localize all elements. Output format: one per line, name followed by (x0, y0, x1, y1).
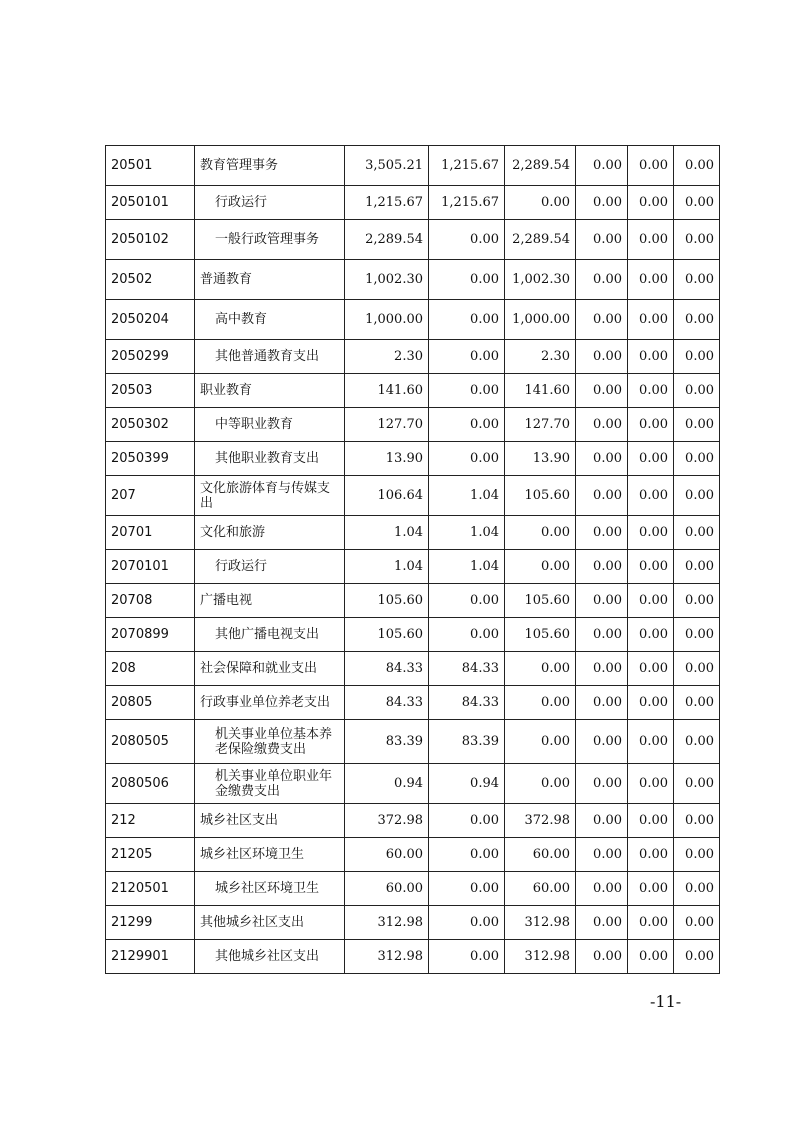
amount-cell-5: 0.00 (628, 686, 674, 720)
basic-expenditure-cell: 0.94 (429, 764, 505, 804)
account-name-cell: 职业教育 (195, 374, 345, 408)
account-name-cell: 城乡社区环境卫生 (195, 838, 345, 872)
total-amount-cell: 372.98 (345, 804, 429, 838)
basic-expenditure-cell: 1,215.67 (429, 186, 505, 220)
account-code-cell: 20805 (106, 686, 195, 720)
account-code-cell: 20502 (106, 260, 195, 300)
basic-expenditure-cell: 0.00 (429, 408, 505, 442)
amount-cell-6: 0.00 (674, 872, 720, 906)
amount-cell-6: 0.00 (674, 340, 720, 374)
table-row (106, 146, 720, 186)
table-row (106, 764, 720, 804)
amount-cell-4: 0.00 (576, 260, 628, 300)
project-expenditure-cell: 0.00 (505, 516, 576, 550)
account-code-cell: 20503 (106, 374, 195, 408)
total-amount-cell: 1.04 (345, 516, 429, 550)
total-amount-cell: 105.60 (345, 584, 429, 618)
basic-expenditure-cell: 0.00 (429, 906, 505, 940)
basic-expenditure-cell: 0.00 (429, 300, 505, 340)
amount-cell-4: 0.00 (576, 804, 628, 838)
table-row (106, 838, 720, 872)
table-row (106, 618, 720, 652)
basic-expenditure-cell: 0.00 (429, 838, 505, 872)
account-code-cell: 2050101 (106, 186, 195, 220)
table-row (106, 652, 720, 686)
basic-expenditure-cell: 83.39 (429, 720, 505, 764)
account-name-cell: 机关事业单位职业年金缴费支出 (195, 764, 345, 804)
amount-cell-4: 0.00 (576, 584, 628, 618)
amount-cell-4: 0.00 (576, 340, 628, 374)
project-expenditure-cell: 0.00 (505, 652, 576, 686)
expenditure-table (105, 145, 720, 974)
account-name-cell: 行政事业单位养老支出 (195, 686, 345, 720)
amount-cell-6: 0.00 (674, 186, 720, 220)
account-name-cell: 社会保障和就业支出 (195, 652, 345, 686)
account-name-cell: 城乡社区支出 (195, 804, 345, 838)
account-name-cell: 教育管理事务 (195, 146, 345, 186)
table-row (106, 300, 720, 340)
amount-cell-5: 0.00 (628, 220, 674, 260)
table-row (106, 940, 720, 974)
total-amount-cell: 106.64 (345, 476, 429, 516)
total-amount-cell: 2,289.54 (345, 220, 429, 260)
account-name-cell: 行政运行 (195, 186, 345, 220)
amount-cell-4: 0.00 (576, 300, 628, 340)
amount-cell-4: 0.00 (576, 374, 628, 408)
table-row (106, 872, 720, 906)
amount-cell-5: 0.00 (628, 340, 674, 374)
total-amount-cell: 1,215.67 (345, 186, 429, 220)
table-row (106, 340, 720, 374)
account-code-cell: 2080505 (106, 720, 195, 764)
amount-cell-6: 0.00 (674, 686, 720, 720)
table-row (106, 442, 720, 476)
account-name-cell: 文化和旅游 (195, 516, 345, 550)
account-code-cell: 2129901 (106, 940, 195, 974)
amount-cell-4: 0.00 (576, 408, 628, 442)
total-amount-cell: 1,002.30 (345, 260, 429, 300)
account-name-cell: 其他职业教育支出 (195, 442, 345, 476)
basic-expenditure-cell: 1.04 (429, 516, 505, 550)
account-name-cell: 其他广播电视支出 (195, 618, 345, 652)
amount-cell-6: 0.00 (674, 804, 720, 838)
amount-cell-5: 0.00 (628, 804, 674, 838)
amount-cell-5: 0.00 (628, 516, 674, 550)
account-name-cell: 城乡社区环境卫生 (195, 872, 345, 906)
amount-cell-5: 0.00 (628, 186, 674, 220)
total-amount-cell: 312.98 (345, 940, 429, 974)
project-expenditure-cell: 0.00 (505, 186, 576, 220)
basic-expenditure-cell: 1,215.67 (429, 146, 505, 186)
amount-cell-4: 0.00 (576, 146, 628, 186)
project-expenditure-cell: 127.70 (505, 408, 576, 442)
account-code-cell: 20501 (106, 146, 195, 186)
basic-expenditure-cell: 0.00 (429, 340, 505, 374)
basic-expenditure-cell: 1.04 (429, 476, 505, 516)
account-code-cell: 2050299 (106, 340, 195, 374)
account-name-cell: 一般行政管理事务 (195, 220, 345, 260)
account-code-cell: 2050302 (106, 408, 195, 442)
project-expenditure-cell: 2,289.54 (505, 220, 576, 260)
amount-cell-4: 0.00 (576, 442, 628, 476)
total-amount-cell: 141.60 (345, 374, 429, 408)
amount-cell-6: 0.00 (674, 442, 720, 476)
amount-cell-6: 0.00 (674, 584, 720, 618)
account-name-cell: 中等职业教育 (195, 408, 345, 442)
table-row (106, 186, 720, 220)
table-row (106, 260, 720, 300)
amount-cell-4: 0.00 (576, 906, 628, 940)
project-expenditure-cell: 1,002.30 (505, 260, 576, 300)
amount-cell-6: 0.00 (674, 260, 720, 300)
project-expenditure-cell: 105.60 (505, 476, 576, 516)
amount-cell-4: 0.00 (576, 764, 628, 804)
amount-cell-4: 0.00 (576, 720, 628, 764)
amount-cell-4: 0.00 (576, 686, 628, 720)
account-code-cell: 2050399 (106, 442, 195, 476)
amount-cell-4: 0.00 (576, 838, 628, 872)
table-row (106, 906, 720, 940)
amount-cell-6: 0.00 (674, 550, 720, 584)
amount-cell-6: 0.00 (674, 374, 720, 408)
total-amount-cell: 84.33 (345, 686, 429, 720)
basic-expenditure-cell: 84.33 (429, 652, 505, 686)
amount-cell-5: 0.00 (628, 652, 674, 686)
account-code-cell: 207 (106, 476, 195, 516)
amount-cell-5: 0.00 (628, 838, 674, 872)
project-expenditure-cell: 2.30 (505, 340, 576, 374)
basic-expenditure-cell: 1.04 (429, 550, 505, 584)
amount-cell-6: 0.00 (674, 220, 720, 260)
account-code-cell: 212 (106, 804, 195, 838)
account-code-cell: 208 (106, 652, 195, 686)
account-code-cell: 2120501 (106, 872, 195, 906)
amount-cell-4: 0.00 (576, 220, 628, 260)
account-code-cell: 20701 (106, 516, 195, 550)
basic-expenditure-cell: 84.33 (429, 686, 505, 720)
table-row (106, 220, 720, 260)
amount-cell-6: 0.00 (674, 476, 720, 516)
account-code-cell: 2050204 (106, 300, 195, 340)
project-expenditure-cell: 0.00 (505, 720, 576, 764)
amount-cell-6: 0.00 (674, 300, 720, 340)
page-number: -11- (650, 992, 682, 1011)
basic-expenditure-cell: 0.00 (429, 872, 505, 906)
total-amount-cell: 1.04 (345, 550, 429, 584)
amount-cell-5: 0.00 (628, 584, 674, 618)
project-expenditure-cell: 60.00 (505, 872, 576, 906)
account-code-cell: 2070899 (106, 618, 195, 652)
basic-expenditure-cell: 0.00 (429, 584, 505, 618)
account-code-cell: 2070101 (106, 550, 195, 584)
total-amount-cell: 3,505.21 (345, 146, 429, 186)
total-amount-cell: 2.30 (345, 340, 429, 374)
account-name-cell: 高中教育 (195, 300, 345, 340)
amount-cell-5: 0.00 (628, 550, 674, 584)
basic-expenditure-cell: 0.00 (429, 940, 505, 974)
total-amount-cell: 60.00 (345, 872, 429, 906)
amount-cell-5: 0.00 (628, 872, 674, 906)
account-code-cell: 2080506 (106, 764, 195, 804)
project-expenditure-cell: 1,000.00 (505, 300, 576, 340)
account-name-cell: 文化旅游体育与传媒支出 (195, 476, 345, 516)
table-row (106, 584, 720, 618)
account-code-cell: 21299 (106, 906, 195, 940)
project-expenditure-cell: 13.90 (505, 442, 576, 476)
project-expenditure-cell: 0.00 (505, 764, 576, 804)
account-name-cell: 行政运行 (195, 550, 345, 584)
project-expenditure-cell: 312.98 (505, 906, 576, 940)
project-expenditure-cell: 312.98 (505, 940, 576, 974)
amount-cell-6: 0.00 (674, 516, 720, 550)
total-amount-cell: 13.90 (345, 442, 429, 476)
project-expenditure-cell: 0.00 (505, 550, 576, 584)
table-row (106, 516, 720, 550)
account-code-cell: 2050102 (106, 220, 195, 260)
project-expenditure-cell: 105.60 (505, 618, 576, 652)
basic-expenditure-cell: 0.00 (429, 804, 505, 838)
amount-cell-6: 0.00 (674, 408, 720, 442)
total-amount-cell: 83.39 (345, 720, 429, 764)
basic-expenditure-cell: 0.00 (429, 374, 505, 408)
amount-cell-6: 0.00 (674, 720, 720, 764)
project-expenditure-cell: 2,289.54 (505, 146, 576, 186)
basic-expenditure-cell: 0.00 (429, 442, 505, 476)
table-row (106, 408, 720, 442)
amount-cell-5: 0.00 (628, 720, 674, 764)
table-row (106, 374, 720, 408)
account-name-cell: 广播电视 (195, 584, 345, 618)
total-amount-cell: 1,000.00 (345, 300, 429, 340)
project-expenditure-cell: 0.00 (505, 686, 576, 720)
amount-cell-4: 0.00 (576, 940, 628, 974)
amount-cell-5: 0.00 (628, 442, 674, 476)
amount-cell-6: 0.00 (674, 618, 720, 652)
amount-cell-5: 0.00 (628, 940, 674, 974)
table-body (106, 146, 720, 974)
amount-cell-6: 0.00 (674, 838, 720, 872)
amount-cell-4: 0.00 (576, 872, 628, 906)
project-expenditure-cell: 105.60 (505, 584, 576, 618)
amount-cell-5: 0.00 (628, 146, 674, 186)
project-expenditure-cell: 372.98 (505, 804, 576, 838)
project-expenditure-cell: 60.00 (505, 838, 576, 872)
project-expenditure-cell: 141.60 (505, 374, 576, 408)
amount-cell-4: 0.00 (576, 476, 628, 516)
amount-cell-5: 0.00 (628, 764, 674, 804)
table-row (106, 686, 720, 720)
total-amount-cell: 127.70 (345, 408, 429, 442)
amount-cell-5: 0.00 (628, 408, 674, 442)
basic-expenditure-cell: 0.00 (429, 260, 505, 300)
amount-cell-4: 0.00 (576, 618, 628, 652)
account-name-cell: 其他城乡社区支出 (195, 906, 345, 940)
amount-cell-5: 0.00 (628, 260, 674, 300)
account-name-cell: 普通教育 (195, 260, 345, 300)
amount-cell-5: 0.00 (628, 476, 674, 516)
account-code-cell: 21205 (106, 838, 195, 872)
total-amount-cell: 60.00 (345, 838, 429, 872)
amount-cell-4: 0.00 (576, 550, 628, 584)
basic-expenditure-cell: 0.00 (429, 220, 505, 260)
table-row (106, 804, 720, 838)
total-amount-cell: 105.60 (345, 618, 429, 652)
account-name-cell: 其他普通教育支出 (195, 340, 345, 374)
account-name-cell: 机关事业单位基本养老保险缴费支出 (195, 720, 345, 764)
table-row (106, 476, 720, 516)
account-code-cell: 20708 (106, 584, 195, 618)
total-amount-cell: 312.98 (345, 906, 429, 940)
amount-cell-6: 0.00 (674, 146, 720, 186)
amount-cell-5: 0.00 (628, 300, 674, 340)
amount-cell-4: 0.00 (576, 516, 628, 550)
amount-cell-6: 0.00 (674, 940, 720, 974)
table-row (106, 550, 720, 584)
amount-cell-6: 0.00 (674, 906, 720, 940)
amount-cell-6: 0.00 (674, 652, 720, 686)
table-row (106, 720, 720, 764)
amount-cell-5: 0.00 (628, 906, 674, 940)
amount-cell-4: 0.00 (576, 186, 628, 220)
total-amount-cell: 84.33 (345, 652, 429, 686)
amount-cell-5: 0.00 (628, 374, 674, 408)
amount-cell-5: 0.00 (628, 618, 674, 652)
amount-cell-6: 0.00 (674, 764, 720, 804)
total-amount-cell: 0.94 (345, 764, 429, 804)
basic-expenditure-cell: 0.00 (429, 618, 505, 652)
account-name-cell: 其他城乡社区支出 (195, 940, 345, 974)
amount-cell-4: 0.00 (576, 652, 628, 686)
